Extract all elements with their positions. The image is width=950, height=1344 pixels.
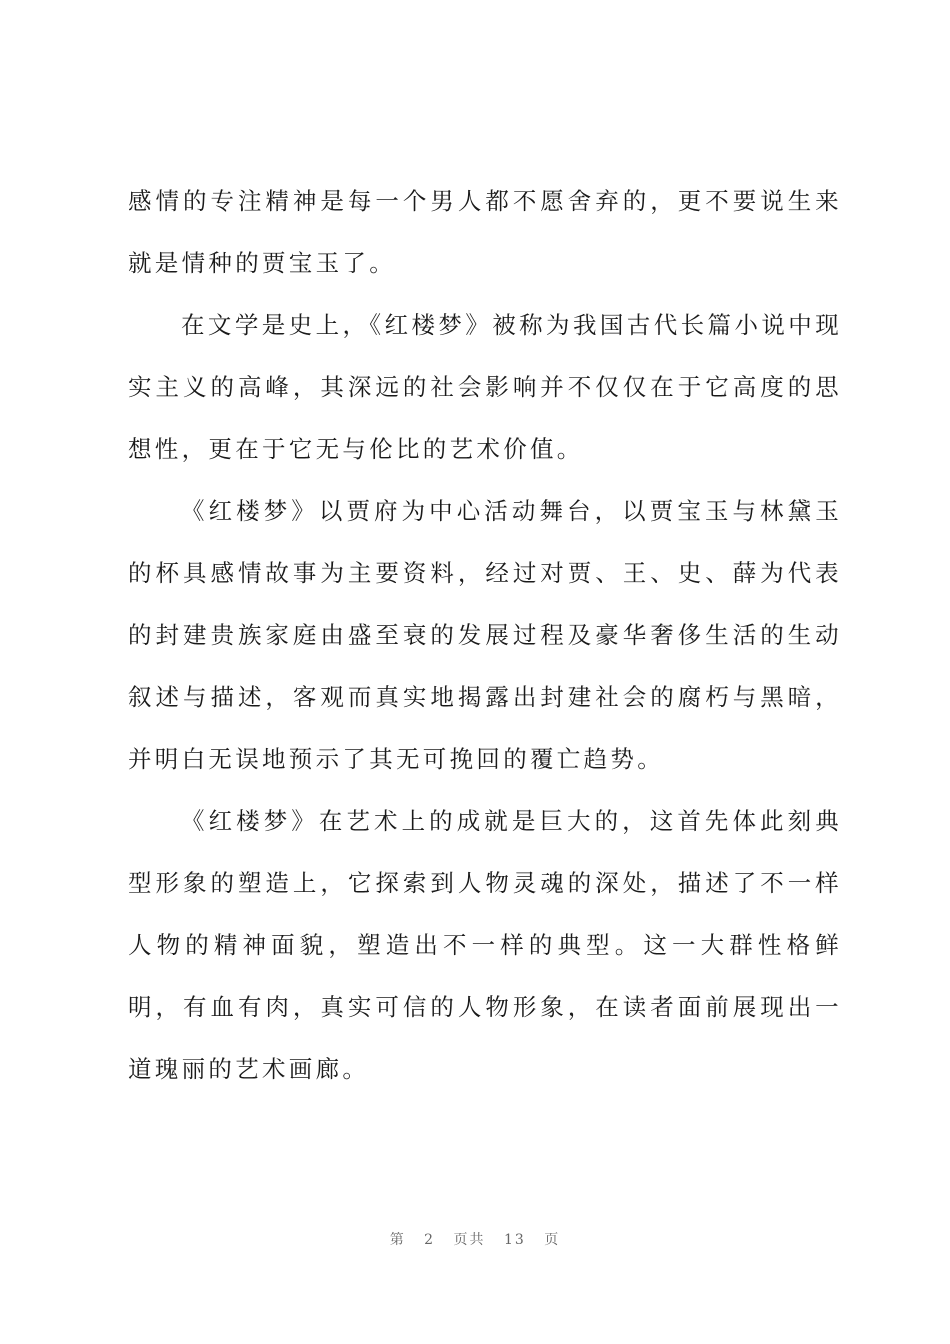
paragraph-4: 《红楼梦》在艺术上的成就是巨大的，这首先体此刻典型形象的塑造上，它探索到人物灵魂的深处，描述了不一样人物的精神面貌，塑造出不一样的典型。这一大群性格鲜明，有血有肉，真实可信的人物形象，在读者面前展现出一道瑰丽的艺术画廊。: [128, 807, 842, 1083]
document-body: [128, 170, 842, 1100]
footer-prefix: 第: [389, 1232, 406, 1248]
footer-total-pages: 13: [504, 1232, 526, 1248]
paragraph-1: 感情的专注精神是每一个男人都不愿舍弃的，更不要说生来就是情种的贾宝玉了。: [128, 187, 842, 277]
paragraph-3: 《红楼梦》以贾府为中心活动舞台，以贾宝玉与林黛玉的杯具感情故事为主要资料，经过对贾、王、史、薛为代表的封建贵族家庭由盛至衰的发展过程及豪华奢侈生活的生动叙述与描述，客观而真实地揭露出封建社会的腐朽与黑暗，并明白无误地预示了其无可挽回的覆亡趋势。: [128, 497, 842, 773]
paragraph-2: 在文学是史上，《红楼梦》被称为我国古代长篇小说中现实主义的高峰，其深远的社会影响并不仅仅在于它高度的思想性，更在于它无与伦比的艺术价值。: [128, 311, 842, 463]
footer-current-page: 2: [424, 1232, 436, 1248]
footer-suffix: 页: [544, 1232, 561, 1248]
page-footer: [0, 1229, 950, 1249]
footer-middle: 页共: [453, 1232, 486, 1248]
